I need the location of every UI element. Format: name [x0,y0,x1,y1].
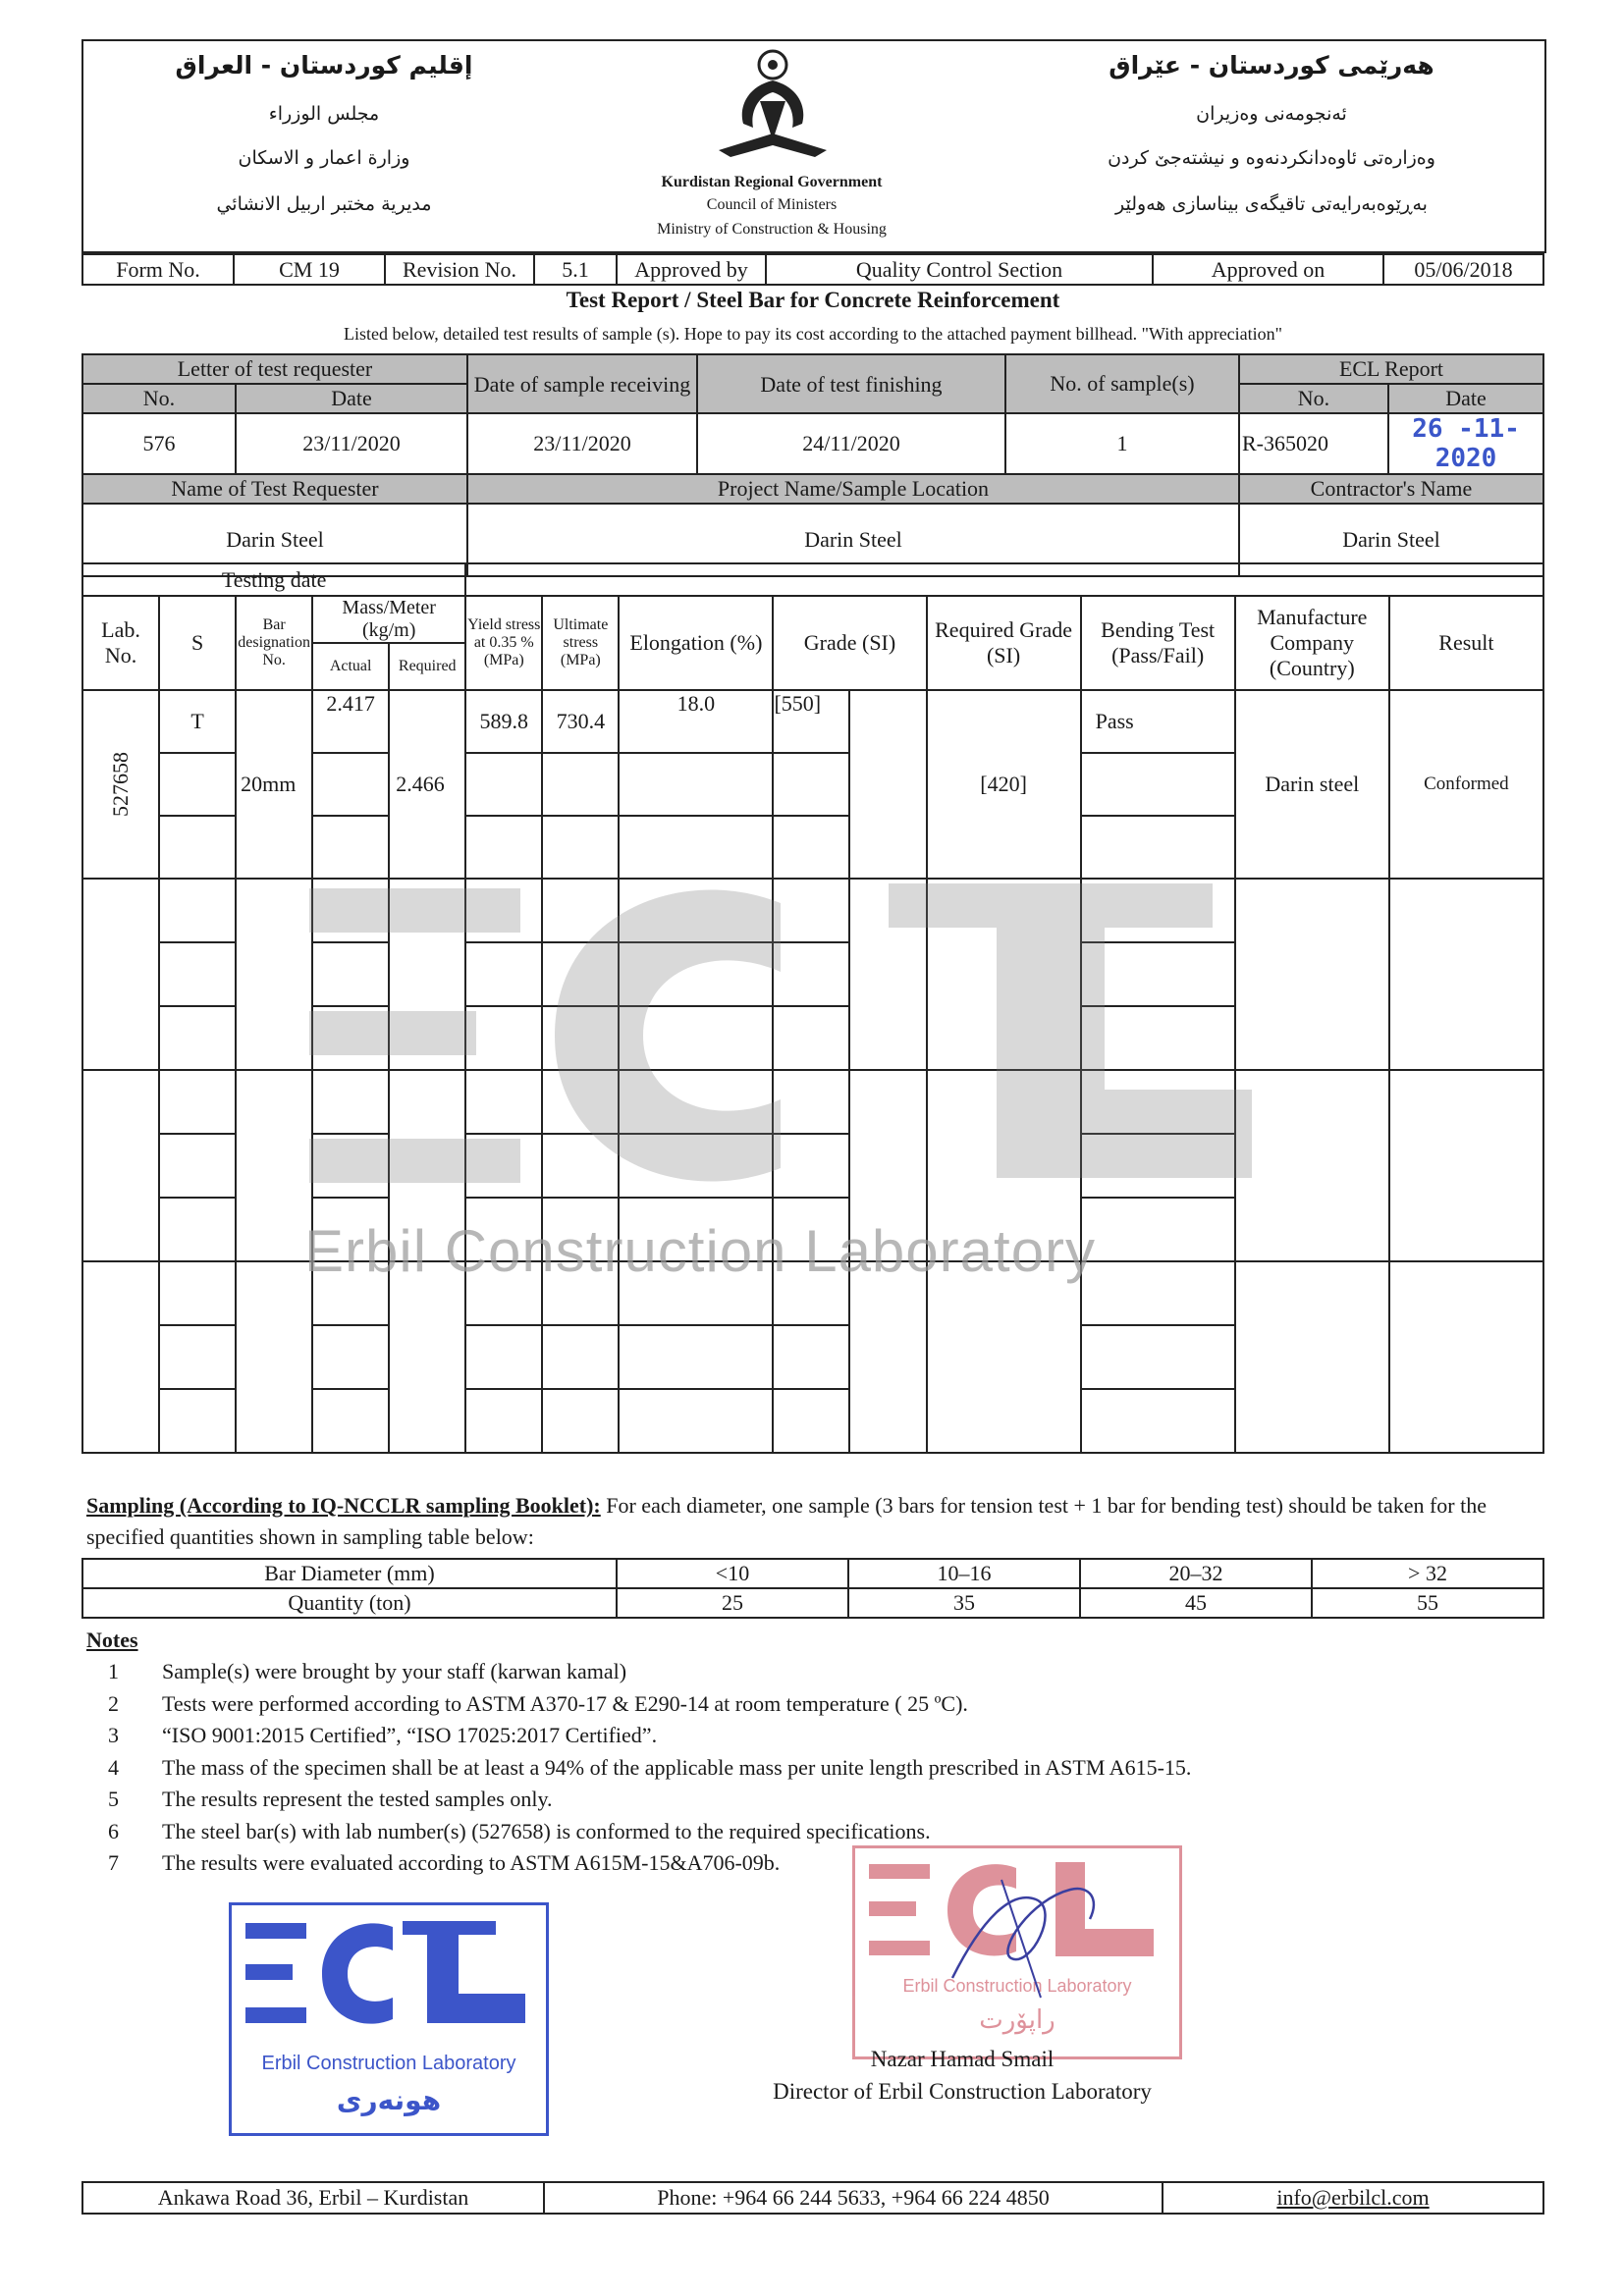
quantity-1: 25 [617,1588,848,1618]
bar-value: 20mm [236,690,312,879]
cell [465,1325,542,1389]
testing-date-label: Testing date [82,563,465,596]
cell [773,942,849,1006]
red-stamp-name: Erbil Construction Laboratory [902,1976,1132,1996]
cell [465,1006,542,1070]
quantity-4: 55 [1312,1588,1543,1618]
footer-bar [81,2181,1544,2215]
finishing-date: 24/11/2020 [697,413,1005,474]
cell [1081,1261,1235,1325]
manufacture-header: Manufacture Company (Country) [1235,596,1389,690]
cell [465,1389,542,1453]
cell [82,879,159,1070]
bending-value: Pass [1081,690,1235,753]
note-text: The results represent the tested samples only. [162,1787,553,1811]
cell [389,1261,465,1453]
cell [312,1325,389,1389]
form-no: CM 19 [234,254,385,285]
cell [159,1070,236,1134]
cell [619,1325,773,1389]
cell [619,816,773,879]
approved-on: 05/06/2018 [1383,254,1543,285]
cell [465,1070,542,1134]
cell [465,942,542,1006]
krg-emblem-icon [699,47,846,165]
cell [1235,1261,1389,1453]
cell [542,753,619,816]
req-grade-header: Required Grade (SI) [927,596,1081,690]
cell [1389,1261,1543,1453]
cell [542,816,619,879]
kurdish-directorate: بەڕێوەبەرایەتی تاقیگەی بیناسازی هەولێر [1115,193,1428,215]
request-table [81,353,1544,577]
yield-value: 589.8 [465,690,542,753]
note-text: The steel bar(s) with lab number(s) (527658) is conformed to the required specifications. [162,1818,931,1843]
ecl-stamp-logo-icon [245,1915,530,2033]
ecl-report-label: ECL Report [1239,354,1543,384]
kurdish-ministry: وەزارەتی ئاوەدانکردنەوە و نیشتەجێ کردن [1108,147,1435,169]
watermark-text: Erbil Construction Laboratory [304,1218,1097,1284]
cell [82,1070,159,1261]
requester-name: Darin Steel [82,504,467,576]
sampling-heading: Sampling (According to IQ-NCCLR sampling Booklet): [86,1493,601,1518]
cell [159,1389,236,1453]
note-text: “ISO 9001:2015 Certified”, “ISO 17025:2017 Certified”. [162,1723,658,1747]
cell [159,942,236,1006]
cell [1081,942,1235,1006]
elongation-header: Elongation (%) [619,596,773,690]
diameter-3: 20–32 [1080,1559,1312,1588]
cell [1081,816,1235,879]
cell [312,879,389,942]
diameter-2: 10–16 [848,1559,1080,1588]
signatory-name: Nazar Hamad Smail [870,2047,1055,2071]
letter-date-label: Date [236,384,467,413]
requester-label: Name of Test Requester [82,474,467,504]
grade-value: [550] [773,690,849,753]
approved-on-label: Approved on [1153,254,1383,285]
cell [389,879,465,1070]
footer-phone: Phone: +964 66 244 5633, +964 66 224 4850 [544,2182,1163,2214]
cell [1081,753,1235,816]
cell [619,942,773,1006]
cell [619,1134,773,1198]
cell [619,1070,773,1134]
receiving-label: Date of sample receiving [467,354,697,413]
cell [1081,879,1235,942]
samples-label: No. of sample(s) [1005,354,1239,413]
cell [159,1134,236,1198]
ecl-no-label: No. [1239,384,1388,413]
cell [542,1070,619,1134]
note-item [108,1819,1522,1851]
testing-date-value [465,563,1543,596]
quantity-label: Quantity (ton) [82,1588,617,1618]
note-item [108,1691,1522,1724]
notes-list [108,1659,1522,1883]
cell [159,1006,236,1070]
signature-icon [943,1860,1119,2007]
manufacture-value: Darin steel [1235,690,1389,879]
cell [619,1389,773,1453]
blue-stamp-name: Erbil Construction Laboratory [261,2053,516,2074]
approved-by: Quality Control Section [766,254,1153,285]
lab-no: 527658 [108,752,134,818]
cell [773,1070,849,1134]
results-table [81,562,1544,1454]
grade-header: Grade (SI) [773,596,926,690]
sampling-paragraph [86,1490,1540,1553]
cell [159,1198,236,1261]
cell [236,1070,312,1261]
finishing-label: Date of test finishing [697,354,1005,413]
mass-header: Mass/Meter (kg/m) [312,596,465,643]
lab-no-header: Lab. No. [82,596,159,690]
cell [773,816,849,879]
cell [465,753,542,816]
note-text: The mass of the specimen shall be at least a 94% of the applicable mass per unite length prescribed in ASTM A615-15. [162,1754,1192,1780]
signatory-title: Director of Erbil Construction Laboratory [773,2079,1152,2104]
note-item [108,1787,1522,1819]
cell [312,1070,389,1134]
blue-lab-stamp [229,1902,549,2136]
krg-name: Kurdistan Regional Government [661,174,883,190]
sampling-table [81,1558,1544,1619]
note-number: 7 [108,1850,119,1875]
intro-text: Listed below, detailed test results of sample (s). Hope to pay its cost according to the attached payment billhead. "With appreciation" [343,324,1283,344]
cell [159,1325,236,1389]
cell [542,1389,619,1453]
cell [312,942,389,1006]
cell [773,1389,849,1453]
s-value: T [159,690,236,753]
cell [849,879,926,1070]
cell [773,879,849,942]
cell [1235,1070,1389,1261]
cell [159,1261,236,1325]
cell [312,1006,389,1070]
cell [1389,1070,1543,1261]
cell [773,1325,849,1389]
cell [236,1261,312,1453]
revision-label: Revision No. [385,254,534,285]
project-label: Project Name/Sample Location [467,474,1239,504]
grade-blank [849,690,926,879]
note-number: 6 [108,1818,119,1843]
cell [465,879,542,942]
actual-header: Actual [312,643,389,690]
cell [1081,1198,1235,1261]
cell [465,1134,542,1198]
sampling-text: For each diameter, one sample (3 bars for tension test + 1 bar for bending test) should be taken for the specified quantities shown in sampling table below: [86,1493,1488,1549]
cell [619,753,773,816]
ecl-report-no: R-365020 [1239,413,1388,474]
req-grade-value: [420] [927,690,1081,879]
cell [542,942,619,1006]
contractor-label: Contractor's Name [1239,474,1543,504]
arabic-ministry: وزارة اعمار و الاسكان [238,147,410,169]
result-value: Conformed [1389,690,1543,879]
quantity-3: 45 [1080,1588,1312,1618]
cell [312,1389,389,1453]
ultimate-header: Ultimate stress (MPa) [542,596,619,690]
note-text: Sample(s) were brought by your staff (karwan kamal) [162,1659,627,1683]
samples-count: 1 [1005,413,1239,474]
red-stamp-word: راپۆرت [979,2005,1055,2035]
contractor-name: Darin Steel [1239,504,1543,576]
receiving-date: 23/11/2020 [467,413,697,474]
cell [1081,1006,1235,1070]
krg-council: Council of Ministers [706,196,838,213]
arabic-council: مجلس الوزراء [268,103,380,125]
cell [849,1261,926,1453]
krg-ministry: Ministry of Construction & Housing [657,221,887,238]
cell [312,816,389,879]
form-no-label: Form No. [82,254,234,285]
cell [927,879,1081,1070]
diameter-1: <10 [617,1559,848,1588]
result-header: Result [1389,596,1543,690]
note-text: Tests were performed according to ASTM A370-17 & E290-14 at room temperature ( 25 ºC). [162,1690,968,1716]
cell [542,1006,619,1070]
quantity-2: 35 [848,1588,1080,1618]
cell [1081,1389,1235,1453]
note-number: 2 [108,1690,119,1716]
kurdish-region-title: هەرێمی کوردستان - عێراق [1109,51,1434,80]
arabic-region-title: إقليم كوردستان - العراق [175,51,473,80]
cell [542,879,619,942]
cell [312,753,389,816]
cell [542,1134,619,1198]
revision-no: 5.1 [534,254,617,285]
bending-header: Bending Test (Pass/Fail) [1081,596,1235,690]
cell [773,1006,849,1070]
footer-address: Ankawa Road 36, Erbil – Kurdistan [82,2182,544,2214]
cell [1389,879,1543,1070]
diameter-label: Bar Diameter (mm) [82,1559,617,1588]
form-info-bar [81,253,1544,286]
letter-date: 23/11/2020 [236,413,467,474]
cell [1081,1134,1235,1198]
cell [773,753,849,816]
diameter-4: > 32 [1312,1559,1543,1588]
note-number: 4 [108,1754,119,1780]
cell [927,1261,1081,1453]
cell [1081,1070,1235,1134]
footer-email-cell [1163,2182,1543,2214]
note-number: 1 [108,1659,119,1683]
arabic-directorate: مديرية مختبر اربيل الانشائي [216,193,432,215]
cell [1081,1325,1235,1389]
note-text: The results were evaluated according to ASTM A615M-15&A706-09b. [162,1850,781,1875]
note-item [108,1850,1522,1883]
bar-designation-header: Bar designation No. [236,596,312,690]
required-header: Required [389,643,465,690]
report-title: Test Report / Steel Bar for Concrete Reinforcement [566,288,1060,312]
blue-stamp-word: هونەری [336,2084,442,2116]
ecl-date-label: Date [1388,384,1543,413]
note-item [108,1659,1522,1691]
required-value: 2.466 [389,690,465,879]
cell [159,753,236,816]
cell [619,879,773,942]
note-number: 3 [108,1723,119,1747]
cell [312,1134,389,1198]
lab-no-cell [82,690,159,879]
cell [619,1006,773,1070]
kurdish-council: ئەنجومەنی وەزیران [1196,103,1347,125]
yield-header: Yield stress at 0.35 % (MPa) [465,596,542,690]
letter-no: 576 [82,413,236,474]
cell [236,879,312,1070]
notes-heading: Notes [86,1628,138,1652]
cell [465,816,542,879]
elongation-value: 18.0 [619,690,773,753]
cell [1235,879,1389,1070]
letter-requester-label: Letter of test requester [82,354,467,384]
cell [542,1325,619,1389]
s-header: S [159,596,236,690]
ultimate-value: 730.4 [542,690,619,753]
letter-no-label: No. [82,384,236,413]
cell [82,1261,159,1453]
cell [159,879,236,942]
ecl-report-date-stamp: 26 -11- 2020 [1388,413,1543,474]
cell [159,816,236,879]
note-item [108,1755,1522,1788]
approved-by-label: Approved by [617,254,766,285]
note-number: 5 [108,1787,119,1811]
actual-value: 2.417 [312,690,389,753]
project-name: Darin Steel [467,504,1239,576]
cell [773,1134,849,1198]
footer-email-link[interactable]: info@erbilcl.com [1276,2185,1430,2210]
note-item [108,1723,1522,1755]
